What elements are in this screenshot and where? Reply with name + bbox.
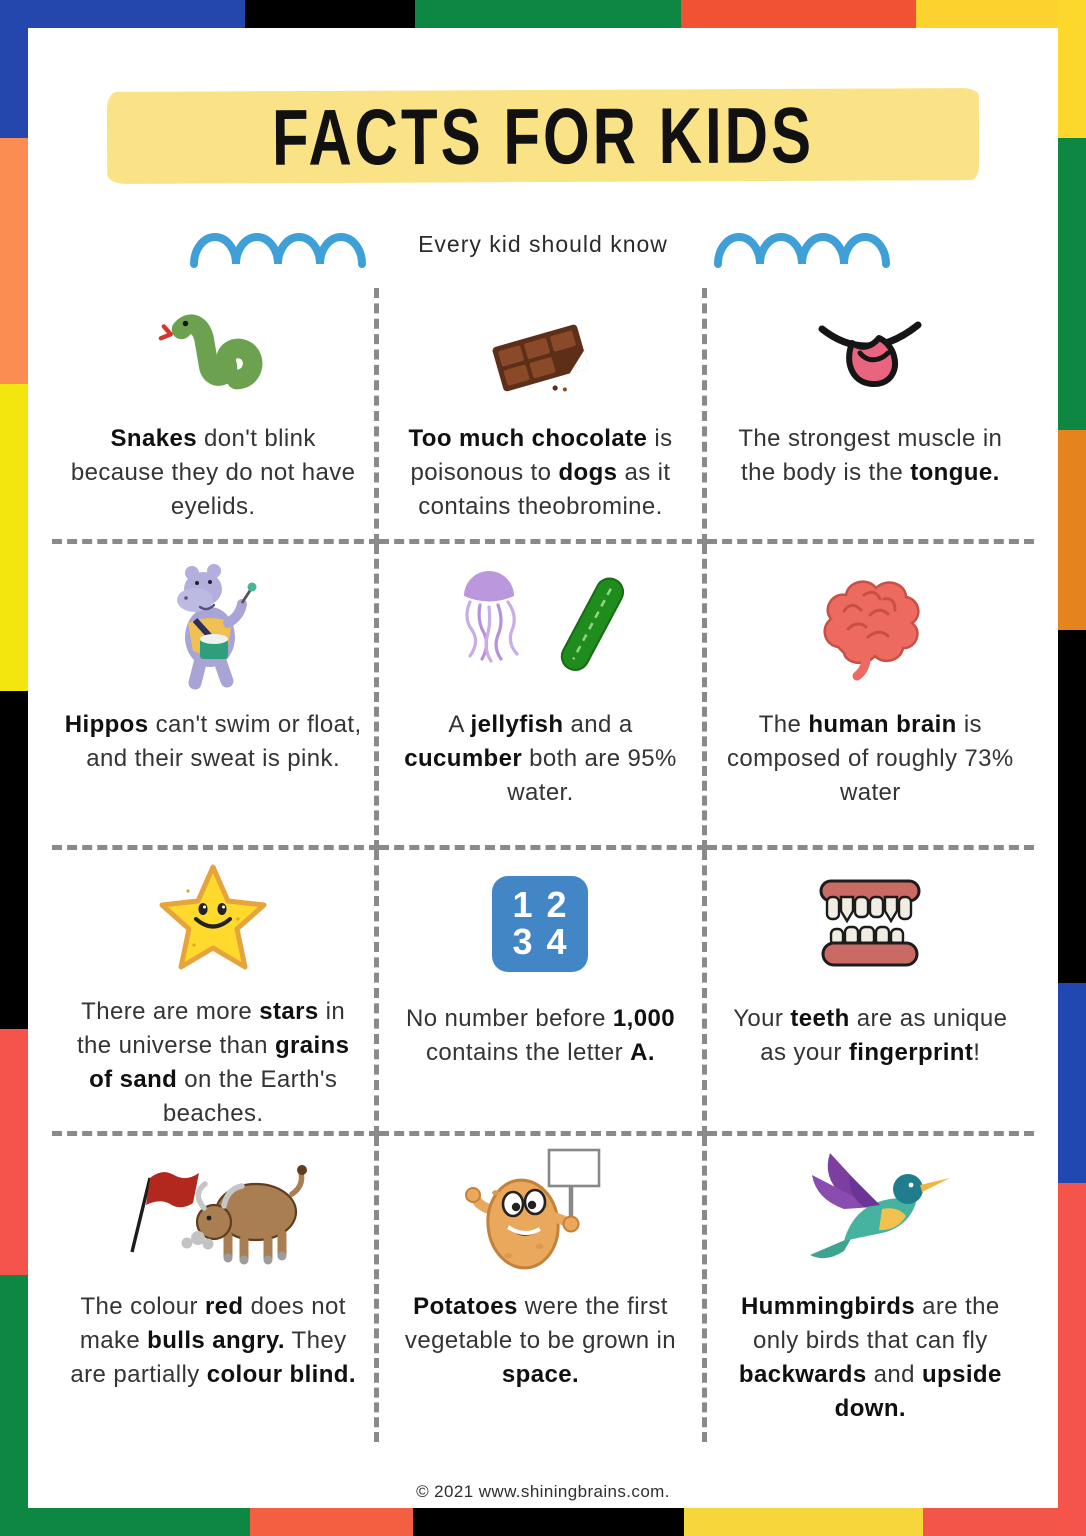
- numbers-line-1: 1 2: [512, 884, 569, 926]
- squiggle-right-icon: [710, 216, 900, 272]
- poster-card: [28, 28, 1058, 1508]
- border-segment: [415, 0, 681, 28]
- page-title: FACTS FOR KIDS: [271, 90, 815, 182]
- border-segment: [0, 384, 28, 691]
- fact-text: The human brain is composed of roughly 73% water: [726, 711, 1014, 807]
- bull-flag-icon: [110, 1148, 316, 1274]
- fact-card-bulls: [52, 1136, 379, 1442]
- border-segment: [1058, 630, 1086, 983]
- border-segment: [0, 1029, 28, 1275]
- border-left: [0, 0, 28, 1536]
- border-right: [1058, 0, 1086, 1536]
- border-segment: [413, 1508, 685, 1536]
- potato-icon: [459, 1144, 621, 1278]
- fact-card-tongue: [707, 288, 1034, 544]
- subtitle-row: [28, 216, 1058, 272]
- squiggle-left-icon: [186, 216, 376, 272]
- numbers-icon: [492, 876, 588, 972]
- fact-text: No number before 1,000 contains the letter A.: [405, 1005, 675, 1067]
- subtitle-text: Every kid should know: [418, 230, 668, 257]
- fact-text: Your teeth are as unique as your fingerprint!: [733, 1005, 1008, 1067]
- facts-grid: [52, 288, 1034, 1442]
- jellyfish-cucumber-icon: [442, 560, 638, 688]
- border-segment: [684, 1508, 923, 1536]
- fact-text: Potatoes were the first vegetable to be grown in space.: [404, 1293, 677, 1389]
- fact-card-chocolate: [379, 288, 706, 544]
- border-segment: [1058, 1183, 1086, 1536]
- border-segment: [0, 138, 28, 384]
- border-segment: [245, 0, 414, 28]
- chocolate-icon: [480, 301, 600, 405]
- fact-card-snakes: [52, 288, 379, 544]
- teeth-icon: [799, 873, 941, 975]
- border-segment: [250, 1508, 413, 1536]
- border-segment: [1058, 430, 1086, 630]
- numbers-line-2: 3 4: [512, 921, 569, 962]
- fact-text: Hummingbirds are the only birds that can fly backwards and upside down.: [738, 1293, 1002, 1423]
- fact-card-jellyfish: [379, 544, 706, 850]
- border-segment: [0, 1275, 28, 1536]
- fact-card-numbers: [379, 850, 706, 1136]
- border-segment: [0, 0, 245, 28]
- tongue-icon: [810, 303, 930, 403]
- border-segment: [1058, 138, 1086, 430]
- fact-card-brain: [707, 544, 1034, 850]
- hummingbird-icon: [784, 1147, 956, 1275]
- border-segment: [0, 1508, 250, 1536]
- border-bottom: [0, 1508, 1086, 1536]
- fact-card-stars: [52, 850, 379, 1136]
- title-highlight: [107, 88, 979, 184]
- fact-text: Hippos can't swim or float, and their sweat is pink.: [64, 711, 362, 773]
- fact-card-hummingbirds: [707, 1136, 1034, 1442]
- fact-card-hippos: [52, 544, 379, 850]
- hippo-icon: [148, 551, 278, 697]
- fact-text: Too much chocolate is poisonous to dogs as it contains theobromine.: [408, 425, 673, 521]
- fact-text: A jellyfish and a cucumber both are 95% water.: [404, 711, 677, 807]
- fact-text: Snakes don't blink because they do not have eyelids.: [70, 425, 356, 521]
- snake-icon: [154, 295, 272, 411]
- fact-card-potatoes: [379, 1136, 706, 1442]
- border-segment: [0, 0, 28, 138]
- fact-text: The strongest muscle in the body is the tongue.: [738, 425, 1003, 487]
- brain-icon: [804, 565, 936, 683]
- star-icon: [150, 859, 276, 981]
- fact-text: The colour red does not make bulls angry. They are partially colour blind.: [70, 1293, 356, 1389]
- fact-card-teeth: [707, 850, 1034, 1136]
- border-segment: [681, 0, 916, 28]
- border-segment: [0, 691, 28, 1029]
- fact-text: There are more stars in the universe than grains of sand on the Earth's beaches.: [76, 997, 350, 1127]
- footer-credit: © 2021 www.shiningbrains.com.: [416, 1482, 670, 1501]
- border-top: [0, 0, 1086, 28]
- border-segment: [1058, 983, 1086, 1183]
- border-segment: [1058, 0, 1086, 138]
